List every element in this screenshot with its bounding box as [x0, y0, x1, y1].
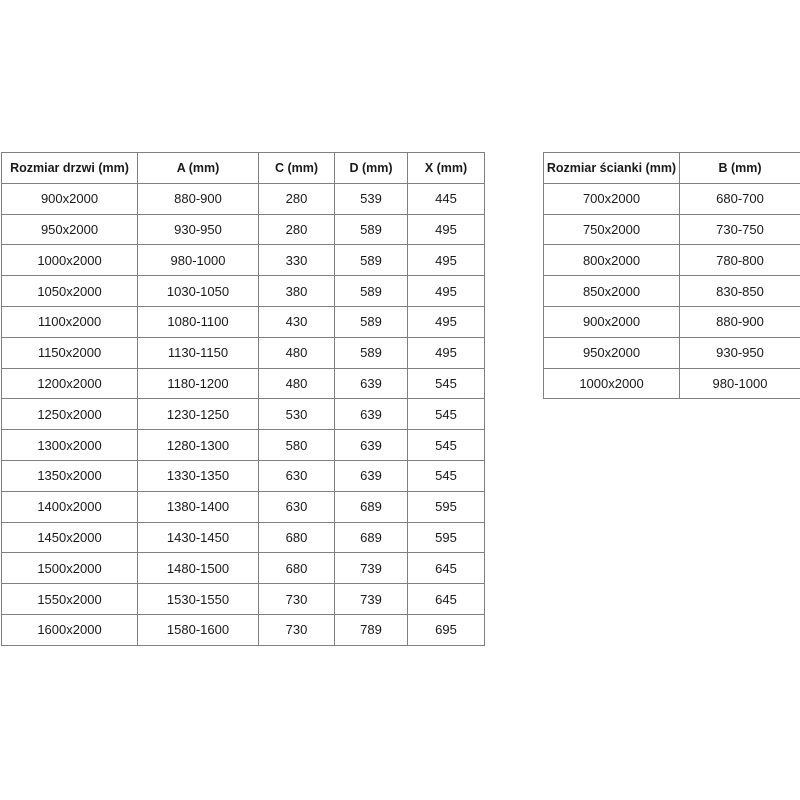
table-cell: 1350x2000	[2, 460, 138, 491]
table-cell: 639	[335, 430, 408, 461]
table-cell: 639	[335, 460, 408, 491]
table-cell: 1300x2000	[2, 430, 138, 461]
table-cell: 980-1000	[680, 368, 800, 399]
table-cell: 630	[259, 460, 335, 491]
table-row	[544, 368, 800, 399]
table-cell: 1180-1200	[138, 368, 259, 399]
table-cell: 739	[335, 553, 408, 584]
table-row	[2, 337, 485, 368]
table-cell: 1600x2000	[2, 614, 138, 645]
table-cell: 495	[408, 337, 485, 368]
table-cell: 739	[335, 584, 408, 615]
column-header: Rozmiar ścianki (mm)	[544, 153, 680, 184]
table-cell: 800x2000	[544, 245, 680, 276]
table-cell: 1400x2000	[2, 491, 138, 522]
table-cell: 589	[335, 214, 408, 245]
table-cell: 750x2000	[544, 214, 680, 245]
table-cell: 330	[259, 245, 335, 276]
table-cell: 880-900	[680, 306, 800, 337]
table-cell: 980-1000	[138, 245, 259, 276]
table-cell: 480	[259, 337, 335, 368]
table-cell: 530	[259, 399, 335, 430]
table-cell: 1530-1550	[138, 584, 259, 615]
table-cell: 1050x2000	[2, 276, 138, 307]
table-cell: 689	[335, 522, 408, 553]
table-cell: 380	[259, 276, 335, 307]
table-cell: 930-950	[138, 214, 259, 245]
column-header: Rozmiar drzwi (mm)	[2, 153, 138, 184]
table-cell: 645	[408, 584, 485, 615]
table-cell: 1580-1600	[138, 614, 259, 645]
table-cell: 639	[335, 368, 408, 399]
table-cell: 445	[408, 183, 485, 214]
table-cell: 645	[408, 553, 485, 584]
table-cell: 730	[259, 584, 335, 615]
table-cell: 589	[335, 245, 408, 276]
table-cell: 880-900	[138, 183, 259, 214]
table-cell: 689	[335, 491, 408, 522]
table-row	[544, 276, 800, 307]
table-cell: 900x2000	[2, 183, 138, 214]
wall-table-body	[544, 183, 800, 399]
table-row	[544, 306, 800, 337]
table-row	[544, 337, 800, 368]
table-cell: 280	[259, 183, 335, 214]
table-cell: 630	[259, 491, 335, 522]
table-cell: 1550x2000	[2, 584, 138, 615]
table-cell: 1480-1500	[138, 553, 259, 584]
table-cell: 1030-1050	[138, 276, 259, 307]
table-cell: 539	[335, 183, 408, 214]
table-cell: 1100x2000	[2, 306, 138, 337]
table-cell: 680	[259, 553, 335, 584]
table-row	[2, 553, 485, 584]
table-cell: 680-700	[680, 183, 800, 214]
table-cell: 1380-1400	[138, 491, 259, 522]
door-table-body	[2, 183, 485, 645]
table-cell: 430	[259, 306, 335, 337]
table-row	[2, 614, 485, 645]
table-cell: 480	[259, 368, 335, 399]
table-cell: 280	[259, 214, 335, 245]
table-cell: 1150x2000	[2, 337, 138, 368]
column-header: A (mm)	[138, 153, 259, 184]
table-cell: 1230-1250	[138, 399, 259, 430]
table-cell: 1000x2000	[2, 245, 138, 276]
table-cell: 1200x2000	[2, 368, 138, 399]
table-cell: 930-950	[680, 337, 800, 368]
table-row	[2, 522, 485, 553]
table-cell: 1130-1150	[138, 337, 259, 368]
table-row	[544, 183, 800, 214]
table-cell: 545	[408, 368, 485, 399]
table-row	[544, 245, 800, 276]
table-cell: 1430-1450	[138, 522, 259, 553]
table-row	[2, 368, 485, 399]
table-cell: 545	[408, 430, 485, 461]
door-table-header-row	[2, 153, 485, 184]
table-row	[2, 245, 485, 276]
table-row	[2, 214, 485, 245]
table-cell: 950x2000	[544, 337, 680, 368]
table-cell: 589	[335, 337, 408, 368]
table-row	[2, 491, 485, 522]
wall-size-table	[543, 152, 800, 399]
table-cell: 789	[335, 614, 408, 645]
table-cell: 950x2000	[2, 214, 138, 245]
table-cell: 900x2000	[544, 306, 680, 337]
table-cell: 495	[408, 245, 485, 276]
table-cell: 589	[335, 276, 408, 307]
column-header: D (mm)	[335, 153, 408, 184]
table-row	[2, 306, 485, 337]
table-cell: 639	[335, 399, 408, 430]
table-cell: 495	[408, 306, 485, 337]
table-cell: 695	[408, 614, 485, 645]
table-row	[2, 183, 485, 214]
table-cell: 780-800	[680, 245, 800, 276]
table-cell: 545	[408, 460, 485, 491]
table-row	[2, 460, 485, 491]
table-cell: 495	[408, 276, 485, 307]
table-cell: 1280-1300	[138, 430, 259, 461]
table-cell: 580	[259, 430, 335, 461]
table-cell: 1330-1350	[138, 460, 259, 491]
column-header: C (mm)	[259, 153, 335, 184]
table-row	[2, 430, 485, 461]
door-size-table	[1, 152, 485, 646]
column-header: X (mm)	[408, 153, 485, 184]
table-cell: 730	[259, 614, 335, 645]
table-row	[544, 214, 800, 245]
table-row	[2, 584, 485, 615]
table-row	[2, 399, 485, 430]
table-row	[2, 276, 485, 307]
table-cell: 589	[335, 306, 408, 337]
table-cell: 680	[259, 522, 335, 553]
table-cell: 1080-1100	[138, 306, 259, 337]
table-cell: 595	[408, 522, 485, 553]
table-cell: 700x2000	[544, 183, 680, 214]
table-cell: 1500x2000	[2, 553, 138, 584]
table-cell: 595	[408, 491, 485, 522]
table-cell: 830-850	[680, 276, 800, 307]
table-cell: 730-750	[680, 214, 800, 245]
table-cell: 545	[408, 399, 485, 430]
wall-table-header-row	[544, 153, 800, 184]
table-cell: 1000x2000	[544, 368, 680, 399]
table-cell: 850x2000	[544, 276, 680, 307]
table-cell: 495	[408, 214, 485, 245]
table-cell: 1250x2000	[2, 399, 138, 430]
column-header: B (mm)	[680, 153, 800, 184]
table-cell: 1450x2000	[2, 522, 138, 553]
